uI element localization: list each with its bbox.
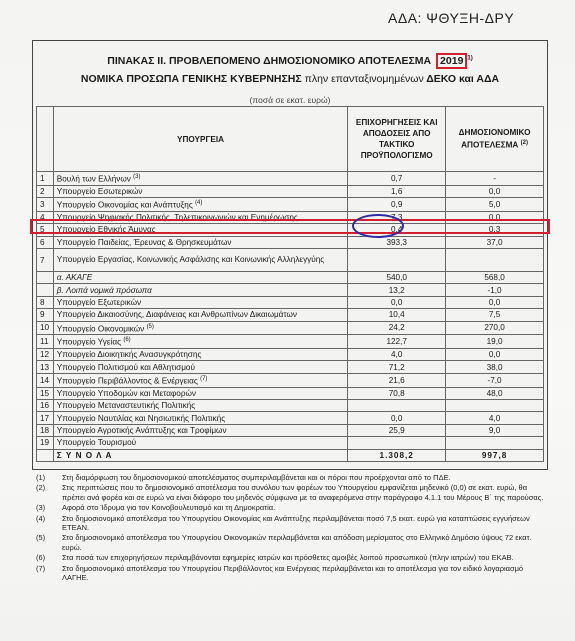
row-number: 18 xyxy=(37,424,54,436)
ministry-label: Υπουργείο Μεταναστευτικής Πολιτικής xyxy=(56,401,196,411)
result-value: 48,0 xyxy=(446,387,544,399)
grants-value: 10,4 xyxy=(348,309,446,321)
ministry-label: Υπουργείο Οικονομικών xyxy=(56,324,145,334)
grants-value: 0,7 xyxy=(348,172,446,186)
header-result-label: ΔΗΜΟΣΙΟΝΟΜΙΚΟ ΑΠΟΤΕΛΕΣΜΑ xyxy=(458,128,531,150)
row-number: 10 xyxy=(37,321,54,335)
table-row xyxy=(37,236,544,248)
row-number: 2 xyxy=(37,185,54,197)
result-value: 0,0 xyxy=(446,349,544,361)
grants-value: 7,3 xyxy=(348,211,446,223)
row-number: 16 xyxy=(37,399,54,411)
subtitle-light: πλην επανταξινομημένων xyxy=(304,73,424,85)
ada-code: ΑΔΑ: ΨΘΥΞΗ-ΔΡΥ xyxy=(388,10,515,26)
row-number: 17 xyxy=(37,412,54,424)
table-title xyxy=(33,55,547,67)
grants-value: 13,2 xyxy=(348,284,446,296)
ministry-label: Βουλή των Ελλήνων xyxy=(56,174,131,184)
grants-value xyxy=(348,399,446,411)
row-number: 5 xyxy=(37,224,54,236)
row-number: 3 xyxy=(37,198,54,212)
table-row xyxy=(37,321,544,335)
ministry-name xyxy=(53,249,347,272)
row-highlight-box xyxy=(30,219,550,234)
result-value: 270,0 xyxy=(446,321,544,335)
footnote-text: Στις περιπτώσεις που το δημοσιονομικό αποτέλεσμα του συνόλου των φορέων του Υπουργείου εμφανίζεται μηδενικό (0,0) σε εκατ. ευρώ, θα πρέπει ανά φορέα και σε ευρώ να είναι διάφορο του μηδενός σύμφωνα με τα αναφερόμενα στην παράγραφο 4.1.1 του Μέρους Β΄ της παρούσας. xyxy=(62,483,544,502)
row-number: 19 xyxy=(37,437,54,449)
footnote-text: Στο δημοσιονομικό αποτέλεσμα του Υπουργείου Περιβάλλοντος και Ενέργειας περιλαμβάνεται και το αποτέλεσμα για τον ειδικό λογαριασμό ΛΑΓΗΕ. xyxy=(62,563,524,583)
result-value: 4,0 xyxy=(446,412,544,424)
result-value: -1,0 xyxy=(446,284,544,296)
footnote-text: Στα ποσά των επιχορηγήσεων περιλαμβάνονται εφημερίες ιατρών και πρόσθετες αμοιβές λοιπού προσωπικού (πλην ιατρών) του ΕΚΑΒ. xyxy=(62,553,514,563)
footnote xyxy=(36,503,544,512)
footnote-number: (5) xyxy=(36,533,46,543)
table-row xyxy=(37,437,544,449)
result-value: - xyxy=(446,172,544,186)
footnote xyxy=(36,533,544,552)
ministry-name xyxy=(53,399,347,411)
ministry-label: Υπουργείο Ψηφιακής Πολιτικής, Τηλεπικοινωνιών και Ενημέρωσης xyxy=(56,213,298,223)
ministry-name xyxy=(53,321,347,335)
ministry-label: Υπουργείο Περιβάλλοντος & Ενέργειας xyxy=(56,376,198,386)
ministry-label: Υπουργείο Τουρισμού xyxy=(56,438,137,448)
total-no xyxy=(37,449,54,461)
footnote-number: (3) xyxy=(36,503,46,513)
ministry-name xyxy=(53,424,347,436)
table-row xyxy=(37,272,544,284)
table-frame xyxy=(32,40,548,470)
ministry-name xyxy=(53,236,347,248)
footnote-number: (2) xyxy=(36,483,46,493)
result-value: 38,0 xyxy=(446,361,544,373)
result-value: 37,0 xyxy=(446,236,544,248)
header-row xyxy=(37,107,544,172)
grants-value: 70,8 xyxy=(348,387,446,399)
grants-value: 540,0 xyxy=(348,272,446,284)
row-number: 13 xyxy=(37,361,54,373)
row-number: 14 xyxy=(37,373,54,387)
header-ministries: ΥΠΟΥΡΓΕΙΑ xyxy=(53,107,347,172)
ministry-name xyxy=(53,335,347,349)
table-row xyxy=(37,412,544,424)
row-number xyxy=(37,284,54,296)
row-number: 9 xyxy=(37,309,54,321)
table-row xyxy=(37,172,544,186)
result-value: -7,0 xyxy=(446,373,544,387)
footnotes xyxy=(36,473,544,583)
header-grants: ΕΠΙΧΟΡΗΓΗΣΕΙΣ ΚΑΙ ΑΠΟΔΟΣΕΙΣ ΑΠΟ ΤΑΚΤΙΚΟ ΠΡΟΫΠΟΛΟΓΙΣΜΟ xyxy=(348,107,446,172)
result-value xyxy=(446,399,544,411)
grants-value: 24,2 xyxy=(348,321,446,335)
result-value: 0,3 xyxy=(446,224,544,236)
result-value: 568,0 xyxy=(446,272,544,284)
ministry-name xyxy=(53,437,347,449)
title-note-ref: 1) xyxy=(467,55,473,62)
grants-value xyxy=(348,249,446,272)
table-row xyxy=(37,399,544,411)
footnote xyxy=(36,553,544,562)
footnote-number: (7) xyxy=(36,563,46,573)
ministry-label: Υπουργείο Διοικητικής Ανασυγκρότησης xyxy=(56,350,202,360)
row-number: 11 xyxy=(37,335,54,349)
result-value: 7,5 xyxy=(446,309,544,321)
row-number: 15 xyxy=(37,387,54,399)
ministry-label: Υπουργείο Υγείας xyxy=(56,338,122,348)
total-grants: 1.308,2 xyxy=(348,449,446,461)
result-value: 0,0 xyxy=(446,296,544,308)
note-ref: (3) xyxy=(133,174,141,180)
ministry-label: Υπουργείο Υποδομών και Μεταφορών xyxy=(56,388,197,398)
table-row xyxy=(37,335,544,349)
row-number: 7 xyxy=(37,249,54,272)
ministry-name xyxy=(53,185,347,197)
footnote-number: (1) xyxy=(36,473,46,482)
grants-value: 0,4 xyxy=(348,224,446,236)
ministry-name xyxy=(53,284,347,296)
subtitle-bold: ΝΟΜΙΚΑ ΠΡΟΣΩΠΑ ΓΕΝΙΚΗΣ ΚΥΒΕΡΝΗΣΗΣ xyxy=(80,73,302,85)
footnote xyxy=(36,564,544,583)
ministry-label: Υπουργείο Ναυτιλίας και Νησιωτικής Πολιτικής xyxy=(56,413,226,423)
grants-value: 122,7 xyxy=(348,335,446,349)
ministry-label: Υπουργείο Εξωτερικών xyxy=(56,298,142,307)
result-value: 0,0 xyxy=(446,185,544,197)
budget-table xyxy=(36,106,544,462)
table-row xyxy=(37,424,544,436)
table-row xyxy=(37,198,544,212)
ministry-label: Υπουργείο Οικονομίας και Ανάπτυξης xyxy=(56,200,193,210)
header-result xyxy=(446,107,544,172)
footnote-text: Στη διαμόρφωση του δημοσιονομικού αποτελέσματος συμπεριλαμβάνεται και οι πόροι που προέρχονται από το ΠΔΕ. xyxy=(62,473,451,482)
unit-note: (ποσά σε εκατ. ευρώ) xyxy=(249,95,331,105)
title-prefix: ΠΙΝΑΚΑΣ ΙΙ. ΠΡΟΒΛΕΠΟΜΕΝΟ ΔΗΜΟΣΙΟΝΟΜΙΚΟ ΑΠΟΤΕΛΕΣΜΑ xyxy=(107,55,432,67)
grants-value xyxy=(348,437,446,449)
note-ref: (7) xyxy=(200,375,208,382)
table-row xyxy=(37,361,544,373)
footnote xyxy=(36,483,544,502)
result-value: 9,0 xyxy=(446,424,544,436)
total-result: 997,8 xyxy=(446,449,544,461)
ministry-label: Υπουργείο Αγροτικής Ανάπτυξης και Τροφίμων xyxy=(56,425,227,435)
ministry-label: β. Λοιπά νομικά πρόσωπα xyxy=(56,285,152,295)
table-subtitle xyxy=(33,73,547,85)
ministry-label: α. ΑΚΑΓΕ xyxy=(56,273,93,283)
grants-value: 4,0 xyxy=(348,349,446,361)
year-highlight: 2019 xyxy=(436,53,467,69)
footnote-text: Στο δημοσιονομικό αποτέλεσμα του Υπουργείου Οικονομίας και Ανάπτυξης περιλαμβάνεται ποσό 7,5 εκατ. ευρώ για καταπτώσεις εγγυήσεων ΕΤΕΑΝ. xyxy=(62,513,530,533)
table-row xyxy=(37,249,544,272)
ministry-name xyxy=(53,198,347,212)
ministry-name xyxy=(53,361,347,373)
table-row xyxy=(37,373,544,387)
grants-value: 0,9 xyxy=(348,198,446,212)
value-circle-annotation xyxy=(352,214,404,238)
header-no xyxy=(37,107,54,172)
ministry-name xyxy=(53,272,347,284)
grants-value: 71,2 xyxy=(348,361,446,373)
result-value xyxy=(446,437,544,449)
note-ref: (5) xyxy=(146,323,154,330)
footnote xyxy=(36,514,544,533)
ministry-name xyxy=(53,373,347,387)
row-number: 8 xyxy=(37,296,54,308)
footnote xyxy=(36,473,544,482)
result-value: 0,0 xyxy=(446,211,544,223)
ministry-label: Υπουργείο Δικαιοσύνης, Διαφάνειας και Ανθρωπίνων Δικαιωμάτων xyxy=(56,310,298,320)
ministry-name xyxy=(53,296,347,308)
ministry-name xyxy=(53,309,347,321)
footnote-number: (6) xyxy=(36,553,46,563)
row-number: 12 xyxy=(37,349,54,361)
grants-value: 0,0 xyxy=(348,412,446,424)
header-result-note: (2) xyxy=(520,140,528,147)
total-label: Σ Υ Ν Ο Λ Α xyxy=(53,449,347,461)
grants-value: 393,3 xyxy=(348,236,446,248)
ministry-name xyxy=(53,172,347,186)
ministry-name xyxy=(53,412,347,424)
row-number: 6 xyxy=(37,236,54,248)
table-row xyxy=(37,296,544,308)
ministry-name xyxy=(53,349,347,361)
table-row xyxy=(37,349,544,361)
row-number xyxy=(37,272,54,284)
grants-value: 1,6 xyxy=(348,185,446,197)
ministry-label: Υπουργείο Εσωτερικών xyxy=(56,186,143,196)
ministry-label: Υπουργείο Εργασίας, Κοινωνικής Ασφάλισης και Κοινωνικής Αλληλεγγύης xyxy=(56,255,325,265)
ministry-label: Υπουργείο Εθνικής Άμυνας xyxy=(56,225,156,235)
subtitle-end: ΔΕΚΟ και ΑΔΑ xyxy=(426,73,500,85)
ministry-label: Υπουργείο Παιδείας, Έρευνας & Θρησκευμάτων xyxy=(56,237,232,247)
result-value: 19,0 xyxy=(446,335,544,349)
grants-value: 21,6 xyxy=(348,373,446,387)
result-value xyxy=(446,249,544,272)
table-row xyxy=(37,185,544,197)
note-ref: (4) xyxy=(195,200,203,207)
ministry-label: Υπουργείο Πολιτισμού και Αθλητισμού xyxy=(56,362,195,372)
total-row xyxy=(37,449,544,461)
result-value: 5,0 xyxy=(446,198,544,212)
table-row xyxy=(37,309,544,321)
row-number: 4 xyxy=(37,211,54,223)
ministry-name xyxy=(53,387,347,399)
footnote-number: (4) xyxy=(36,513,46,523)
footnote-text: Αφορά στο Ίδρυμα για τον Κοινοβουλευτισμό και τη Δημοκρατία. xyxy=(62,503,276,513)
table-row xyxy=(37,284,544,296)
grants-value: 25,9 xyxy=(348,424,446,436)
table-row xyxy=(37,387,544,399)
grants-value: 0,0 xyxy=(348,296,446,308)
footnote-text: Στο δημοσιονομικό αποτέλεσμα του Υπουργείου Οικονομικών περιλαμβάνεται και απόδοση μερίσματος στο Ελληνικό Δημόσιο ύψους 72 εκατ. ευρώ. xyxy=(62,533,532,552)
note-ref: (6) xyxy=(123,337,131,344)
table-body xyxy=(37,172,544,450)
row-number: 1 xyxy=(37,172,54,186)
